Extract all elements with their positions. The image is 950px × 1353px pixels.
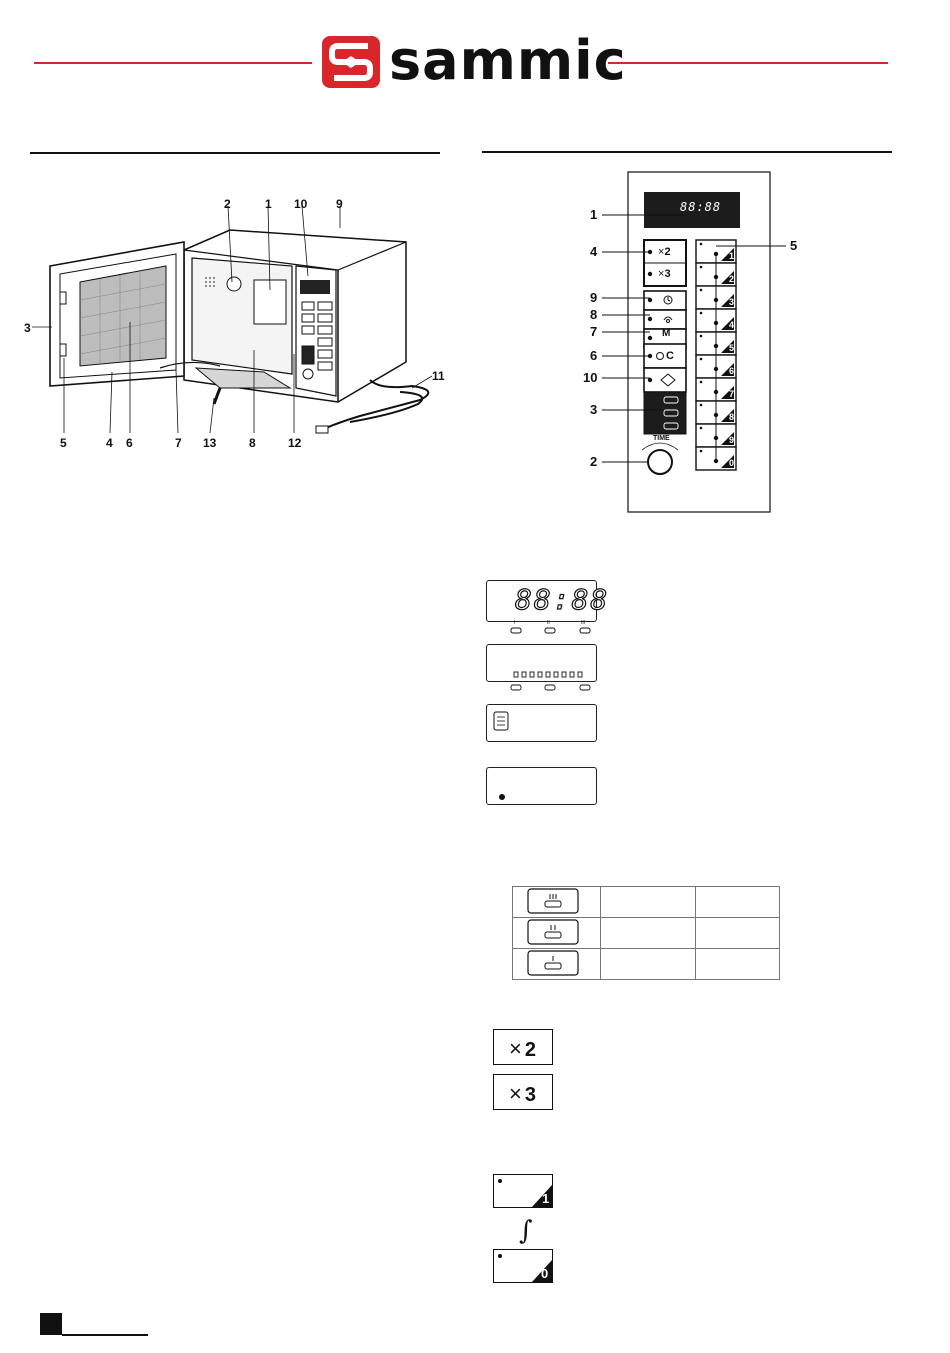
number-key-0-button[interactable]	[493, 1249, 553, 1283]
panel-callout-5: 5	[790, 238, 798, 253]
program-book-icon	[493, 711, 509, 731]
oven-callout-13: 13	[203, 436, 217, 450]
table-cell	[601, 887, 696, 918]
range-tilde-icon: ∫	[519, 1216, 533, 1246]
panel-key-6[interactable]: 6	[729, 366, 735, 376]
oven-callout-2: 2	[224, 197, 231, 211]
panel-key-4[interactable]: 4	[729, 320, 735, 330]
panel-callout-6: 6	[590, 348, 598, 363]
control-panel-diagram	[580, 170, 800, 515]
multiply-x3-label: × 3	[509, 1081, 536, 1106]
display-memory-indicators	[486, 644, 597, 692]
panel-cancel-label: C	[666, 350, 674, 362]
display-dot-indicator	[499, 794, 505, 800]
multiply-x3-button[interactable]	[493, 1074, 553, 1110]
display-time-level-1: I	[514, 620, 516, 626]
panel-callout-8: 8	[590, 307, 598, 322]
panel-callout-9: 9	[590, 290, 598, 305]
display-dot	[486, 767, 597, 805]
display-time-level-2: II	[547, 620, 550, 626]
number-key-0-label: 0	[541, 1266, 549, 1281]
panel-key-3[interactable]: 3	[729, 297, 735, 307]
table-cell	[601, 949, 696, 980]
table-cell	[696, 949, 780, 980]
panel-memory-label: M	[662, 328, 671, 339]
oven-callout-5: 5	[60, 436, 67, 450]
panel-callout-7: 7	[590, 324, 598, 339]
panel-time-label: TIME	[653, 435, 670, 442]
panel-key-9[interactable]: 9	[729, 435, 735, 445]
panel-key-1[interactable]: 1	[729, 251, 735, 261]
display-time-level-3: III	[581, 620, 586, 626]
oven-callout-1: 1	[265, 197, 272, 211]
panel-callout-2: 2	[590, 454, 598, 469]
key-led-icon	[498, 1179, 502, 1183]
header-rule-right	[608, 62, 888, 64]
number-key-1-label: 1	[542, 1191, 550, 1206]
panel-mult-x2-label: ×2	[658, 246, 671, 258]
panel-callout-10: 10	[583, 370, 598, 385]
oven-callout-8: 8	[249, 436, 256, 450]
oven-callout-9: 9	[336, 197, 343, 211]
table-cell	[696, 887, 780, 918]
panel-mult-x3-label: ×3	[658, 268, 671, 280]
sammic-logo-icon	[322, 36, 380, 88]
panel-key-7[interactable]: 7	[729, 389, 735, 399]
oven-callout-6: 6	[126, 436, 133, 450]
panel-display-digits: 88:88	[680, 200, 722, 214]
panel-key-8[interactable]: 8	[729, 412, 735, 422]
oven-callout-12: 12	[288, 436, 302, 450]
display-program-icon	[486, 704, 597, 742]
power-level-3-icon	[527, 888, 579, 914]
table-cell	[696, 918, 780, 949]
power-level-1-icon	[527, 950, 579, 976]
panel-key-2[interactable]: 2	[729, 274, 735, 284]
section-rule-right	[482, 151, 892, 153]
multiply-x2-button[interactable]	[493, 1029, 553, 1065]
oven-callout-3: 3	[24, 321, 31, 335]
oven-callout-7: 7	[175, 436, 182, 450]
display-time	[486, 580, 610, 622]
display-time-digits: 88:88	[515, 583, 610, 616]
power-level-2-icon	[527, 919, 579, 945]
number-key-1-button[interactable]	[493, 1174, 553, 1208]
page-number-block	[40, 1313, 62, 1335]
oven-callout-4: 4	[106, 436, 113, 450]
panel-key-5[interactable]: 5	[729, 343, 735, 353]
panel-callout-1: 1	[590, 207, 598, 222]
header-rule-left	[34, 62, 312, 64]
panel-callout-4: 4	[590, 244, 598, 259]
footer-rule	[62, 1334, 148, 1336]
table-cell	[601, 918, 696, 949]
microwave-oven-diagram	[20, 190, 460, 460]
key-led-icon	[498, 1254, 502, 1258]
brand-name: sammic	[389, 29, 627, 92]
panel-key-0[interactable]: 0	[729, 458, 735, 468]
panel-callout-3: 3	[590, 402, 598, 417]
multiply-x2-label: × 2	[509, 1036, 536, 1061]
section-rule-left	[30, 152, 440, 154]
oven-callout-11: 11	[432, 369, 445, 383]
oven-callout-10: 10	[294, 197, 308, 211]
